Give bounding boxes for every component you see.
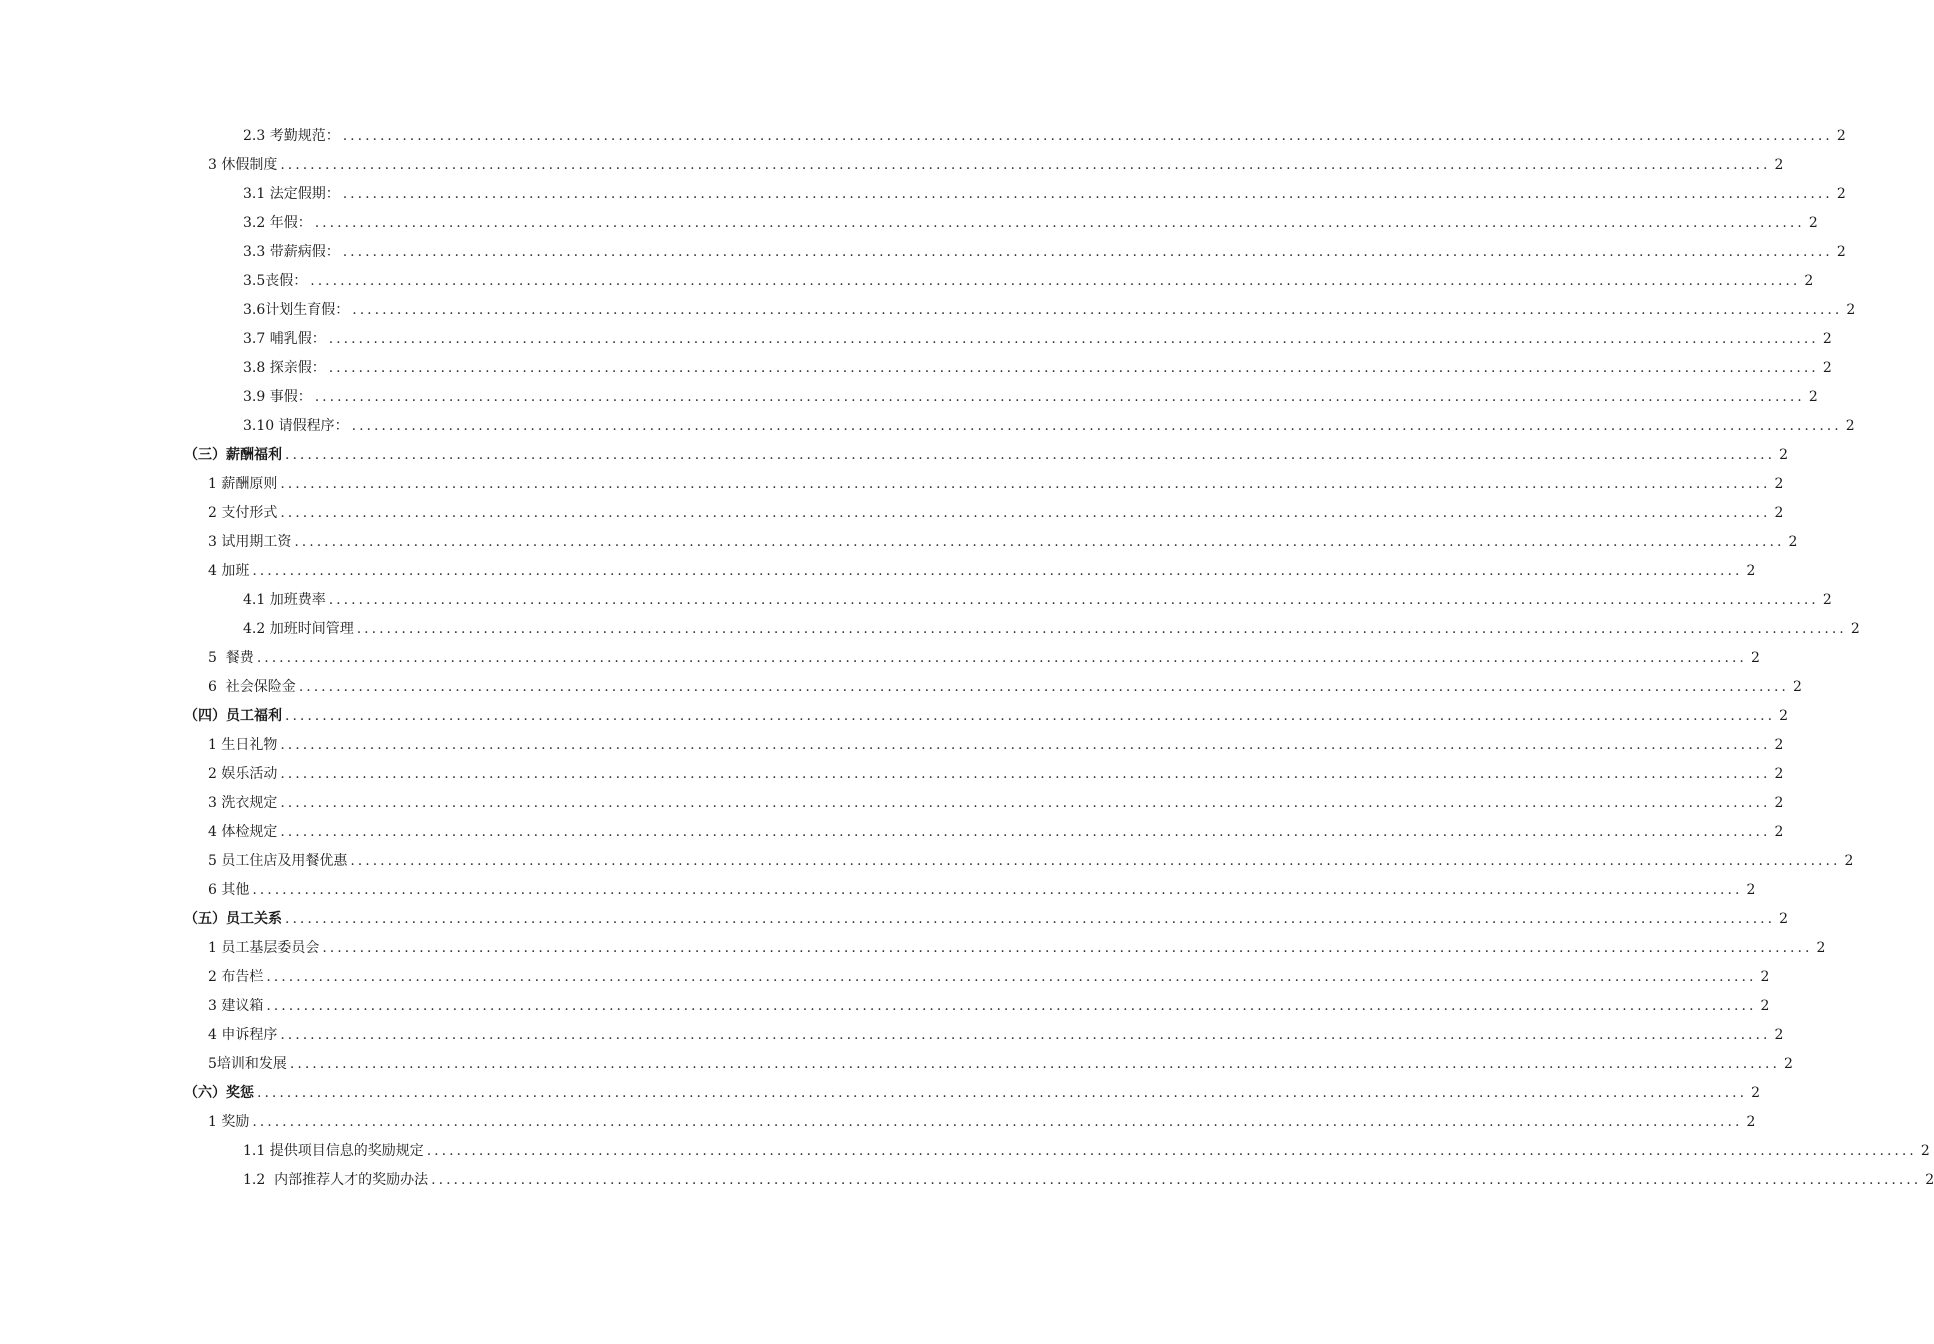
- toc-entry[interactable]: [0, 267, 1814, 296]
- dot-leader: ........................................................................................................................................................................................................: [280, 795, 1771, 811]
- dot-leader: ........................................................................................................................................................................................................: [351, 418, 1842, 434]
- toc-entry-inner: [208, 644, 1760, 673]
- toc-entry[interactable]: [0, 586, 1832, 615]
- toc-page-number: 2: [1774, 476, 1784, 492]
- toc-page-number: 2: [1816, 940, 1826, 956]
- toc-entry-inner: [243, 209, 1818, 238]
- toc-entry-inner: [208, 1108, 1756, 1137]
- toc-entry-title: 5 员工住店及用餐优惠: [208, 853, 348, 869]
- toc-entry-title: 4.2 加班时间管理: [243, 621, 354, 637]
- dot-leader: ........................................................................................................................................................................................................: [328, 331, 1819, 347]
- toc-page-number: 2: [1836, 186, 1846, 202]
- toc-entry-title: 2.3 考勤规范：: [243, 128, 340, 144]
- toc-page-number: 2: [1844, 853, 1854, 869]
- toc-entry[interactable]: [0, 847, 1854, 876]
- toc-entry[interactable]: [0, 441, 1789, 470]
- toc-entry[interactable]: [0, 992, 1770, 1021]
- toc-entry-title: 3.8 探亲假：: [243, 360, 326, 376]
- toc-entry-title: 3.9 事假：: [243, 389, 312, 405]
- toc-entry-title: （四）员工福利: [184, 708, 282, 724]
- dot-leader: ........................................................................................................................................................................................................: [252, 882, 1743, 898]
- toc-entry-inner: [208, 673, 1802, 702]
- table-of-contents: [0, 122, 1934, 1195]
- toc-entry-inner: [208, 151, 1784, 180]
- toc-entry-inner: [243, 354, 1832, 383]
- toc-page-number: 2: [1808, 389, 1818, 405]
- toc-page-number: 2: [1746, 1114, 1756, 1130]
- toc-entry-title: （三）薪酬福利: [184, 447, 282, 463]
- toc-page-number: 2: [1746, 882, 1756, 898]
- toc-entry-title: 3 建议箱: [208, 998, 264, 1014]
- toc-page-number: 2: [1774, 157, 1784, 173]
- dot-leader: ........................................................................................................................................................................................................: [285, 708, 1776, 724]
- toc-entry-title: 3.5丧假：: [243, 273, 308, 289]
- toc-entry-title: 3.10 请假程序：: [243, 418, 349, 434]
- toc-page-number: 2: [1779, 911, 1789, 927]
- toc-entry[interactable]: [0, 731, 1784, 760]
- dot-leader: ........................................................................................................................................................................................................: [322, 940, 1813, 956]
- toc-page-number: 2: [1779, 447, 1789, 463]
- toc-entry[interactable]: [0, 151, 1784, 180]
- toc-entry[interactable]: [0, 818, 1784, 847]
- dot-leader: ........................................................................................................................................................................................................: [426, 1143, 1917, 1159]
- dot-leader: ........................................................................................................................................................................................................: [298, 679, 1789, 695]
- toc-entry-title: 1 奖励: [208, 1114, 250, 1130]
- toc-entry-inner: [208, 470, 1784, 499]
- dot-leader: ........................................................................................................................................................................................................: [314, 389, 1805, 405]
- toc-page-number: 2: [1836, 244, 1846, 260]
- dot-leader: ........................................................................................................................................................................................................: [328, 592, 1819, 608]
- toc-entry-inner: [208, 528, 1798, 557]
- toc-entry-inner: [208, 876, 1756, 905]
- dot-leader: ........................................................................................................................................................................................................: [352, 302, 1843, 318]
- dot-leader: ........................................................................................................................................................................................................: [285, 447, 1776, 463]
- toc-entry[interactable]: [0, 702, 1789, 731]
- toc-entry-inner: [208, 1021, 1784, 1050]
- toc-entry-title: 5 餐费: [208, 650, 254, 666]
- toc-entry-inner: [208, 1050, 1793, 1079]
- toc-entry-title: （五）员工关系: [184, 911, 282, 927]
- toc-page-number: 2: [1808, 215, 1818, 231]
- dot-leader: ........................................................................................................................................................................................................: [280, 157, 1771, 173]
- toc-entry[interactable]: [0, 1079, 1761, 1108]
- dot-leader: ........................................................................................................................................................................................................: [266, 998, 1757, 1014]
- toc-entry-title: 2 支付形式: [208, 505, 278, 521]
- dot-leader: ........................................................................................................................................................................................................: [350, 853, 1841, 869]
- toc-entry-title: 1 生日礼物: [208, 737, 278, 753]
- dot-leader: ........................................................................................................................................................................................................: [280, 766, 1771, 782]
- toc-entry[interactable]: [0, 963, 1770, 992]
- toc-entry-inner: [243, 325, 1832, 354]
- toc-entry-inner: [243, 1137, 1930, 1166]
- dot-leader: ........................................................................................................................................................................................................: [252, 563, 1743, 579]
- toc-entry-inner: [208, 847, 1854, 876]
- toc-entry-title: 1.2 内部推荐人才的奖励办法: [243, 1172, 429, 1188]
- toc-entry-inner: [208, 963, 1770, 992]
- toc-entry-title: 2 娱乐活动: [208, 766, 278, 782]
- toc-entry-inner: [184, 702, 1789, 731]
- toc-entry[interactable]: [0, 470, 1784, 499]
- toc-page-number: 2: [1822, 360, 1832, 376]
- toc-entry-inner: [184, 441, 1789, 470]
- toc-entry[interactable]: [0, 760, 1784, 789]
- toc-entry[interactable]: [0, 615, 1860, 644]
- toc-entry[interactable]: [0, 1166, 1934, 1195]
- toc-entry[interactable]: [0, 905, 1789, 934]
- toc-entry-inner: [208, 934, 1826, 963]
- toc-entry-inner: [243, 267, 1814, 296]
- toc-entry-title: 4 加班: [208, 563, 250, 579]
- toc-entry-title: 1 薪酬原则: [208, 476, 278, 492]
- dot-leader: ........................................................................................................................................................................................................: [328, 360, 1819, 376]
- toc-entry[interactable]: [0, 1050, 1793, 1079]
- toc-page-number: 2: [1779, 708, 1789, 724]
- toc-page-number: 2: [1822, 331, 1832, 347]
- toc-entry[interactable]: [0, 296, 1856, 325]
- toc-entry-title: 3 洗衣规定: [208, 795, 278, 811]
- toc-entry-inner: [208, 818, 1784, 847]
- toc-entry[interactable]: [0, 789, 1784, 818]
- toc-entry-title: 3.7 哺乳假：: [243, 331, 326, 347]
- toc-entry[interactable]: [0, 383, 1818, 412]
- toc-entry-title: （六）奖惩: [184, 1085, 254, 1101]
- dot-leader: ........................................................................................................................................................................................................: [252, 1114, 1743, 1130]
- toc-entry-title: 5培训和发展: [208, 1056, 287, 1072]
- toc-page-number: 2: [1760, 969, 1770, 985]
- toc-entry-title: 3 试用期工资: [208, 534, 292, 550]
- toc-entry-inner: [243, 1166, 1934, 1195]
- toc-entry-inner: [208, 789, 1784, 818]
- toc-page-number: 2: [1788, 534, 1798, 550]
- dot-leader: ........................................................................................................................................................................................................: [280, 824, 1771, 840]
- toc-entry[interactable]: [0, 1108, 1756, 1137]
- toc-page-number: 2: [1774, 505, 1784, 521]
- dot-leader: ........................................................................................................................................................................................................: [310, 273, 1801, 289]
- toc-entry-title: 3.3 带薪病假：: [243, 244, 340, 260]
- toc-page-number: 2: [1760, 998, 1770, 1014]
- toc-entry[interactable]: [0, 673, 1802, 702]
- toc-entry[interactable]: [0, 1021, 1784, 1050]
- toc-entry-title: 3.2 年假：: [243, 215, 312, 231]
- toc-entry-inner: [208, 557, 1756, 586]
- dot-leader: ........................................................................................................................................................................................................: [280, 1027, 1771, 1043]
- toc-entry-title: 4.1 加班费率: [243, 592, 326, 608]
- toc-page-number: 2: [1845, 418, 1855, 434]
- toc-page-number: 2: [1774, 824, 1784, 840]
- dot-leader: ........................................................................................................................................................................................................: [280, 505, 1771, 521]
- toc-page-number: 2: [1774, 766, 1784, 782]
- toc-entry-title: 4 申诉程序: [208, 1027, 278, 1043]
- toc-entry-inner: [243, 383, 1818, 412]
- toc-page-number: 2: [1774, 795, 1784, 811]
- dot-leader: ........................................................................................................................................................................................................: [431, 1172, 1922, 1188]
- toc-entry-title: 6 社会保险金: [208, 679, 296, 695]
- toc-entry-title: 2 布告栏: [208, 969, 264, 985]
- dot-leader: ........................................................................................................................................................................................................: [356, 621, 1847, 637]
- dot-leader: ........................................................................................................................................................................................................: [285, 911, 1776, 927]
- toc-entry[interactable]: [0, 412, 1855, 441]
- toc-entry-inner: [243, 296, 1856, 325]
- toc-page-number: 2: [1746, 563, 1756, 579]
- toc-entry-title: 6 其他: [208, 882, 250, 898]
- toc-entry[interactable]: [0, 499, 1784, 528]
- toc-entry-title: 1.1 提供项目信息的奖励规定: [243, 1143, 424, 1159]
- toc-entry[interactable]: [0, 354, 1832, 383]
- toc-entry[interactable]: [0, 325, 1832, 354]
- toc-entry[interactable]: [0, 557, 1756, 586]
- toc-entry-title: 3.6计划生育假：: [243, 302, 350, 318]
- toc-entry-inner: [184, 905, 1789, 934]
- toc-page-number: 2: [1784, 1056, 1793, 1072]
- toc-entry-inner: [208, 760, 1784, 789]
- dot-leader: ........................................................................................................................................................................................................: [289, 1056, 1780, 1072]
- toc-page-number: 2: [1822, 592, 1832, 608]
- toc-entry-inner: [184, 1079, 1761, 1108]
- toc-entry-title: 3 休假制度: [208, 157, 278, 173]
- toc-entry-inner: [243, 586, 1832, 615]
- dot-leader: ........................................................................................................................................................................................................: [280, 476, 1771, 492]
- toc-entry[interactable]: [0, 1137, 1930, 1166]
- dot-leader: ........................................................................................................................................................................................................: [342, 244, 1833, 260]
- dot-leader: ........................................................................................................................................................................................................: [294, 534, 1785, 550]
- toc-entry[interactable]: [0, 934, 1826, 963]
- toc-entry-inner: [208, 499, 1784, 528]
- toc-page-number: 2: [1846, 302, 1856, 318]
- dot-leader: ........................................................................................................................................................................................................: [342, 186, 1833, 202]
- toc-entry-inner: [208, 992, 1770, 1021]
- dot-leader: ........................................................................................................................................................................................................: [342, 128, 1833, 144]
- toc-entry-title: 4 体检规定: [208, 824, 278, 840]
- toc-page-number: 2: [1750, 650, 1760, 666]
- dot-leader: ........................................................................................................................................................................................................: [257, 1085, 1748, 1101]
- dot-leader: ........................................................................................................................................................................................................: [314, 215, 1805, 231]
- toc-entry-inner: [243, 238, 1846, 267]
- toc-page-number: 2: [1920, 1143, 1930, 1159]
- toc-page-number: 2: [1804, 273, 1814, 289]
- toc-page-number: 2: [1774, 737, 1784, 753]
- toc-page-number: 2: [1751, 1085, 1761, 1101]
- toc-entry-inner: [243, 180, 1846, 209]
- toc-entry[interactable]: [0, 209, 1818, 238]
- toc-entry[interactable]: [0, 122, 1846, 151]
- dot-leader: ........................................................................................................................................................................................................: [256, 650, 1747, 666]
- toc-page-number: 2: [1774, 1027, 1784, 1043]
- toc-entry-title: 1 员工基层委员会: [208, 940, 320, 956]
- toc-entry-inner: [243, 122, 1846, 151]
- toc-entry[interactable]: [0, 528, 1798, 557]
- toc-page-number: 2: [1925, 1172, 1934, 1188]
- toc-entry-inner: [208, 731, 1784, 760]
- dot-leader: ........................................................................................................................................................................................................: [266, 969, 1757, 985]
- toc-entry[interactable]: [0, 876, 1756, 905]
- toc-page-number: 2: [1836, 128, 1846, 144]
- toc-entry-inner: [243, 615, 1860, 644]
- toc-entry-inner: [243, 412, 1855, 441]
- dot-leader: ........................................................................................................................................................................................................: [280, 737, 1771, 753]
- toc-page-number: 2: [1792, 679, 1802, 695]
- toc-page-number: 2: [1850, 621, 1860, 637]
- toc-entry[interactable]: [0, 180, 1846, 209]
- toc-entry-title: 3.1 法定假期：: [243, 186, 340, 202]
- toc-entry[interactable]: [0, 644, 1760, 673]
- toc-entry[interactable]: [0, 238, 1846, 267]
